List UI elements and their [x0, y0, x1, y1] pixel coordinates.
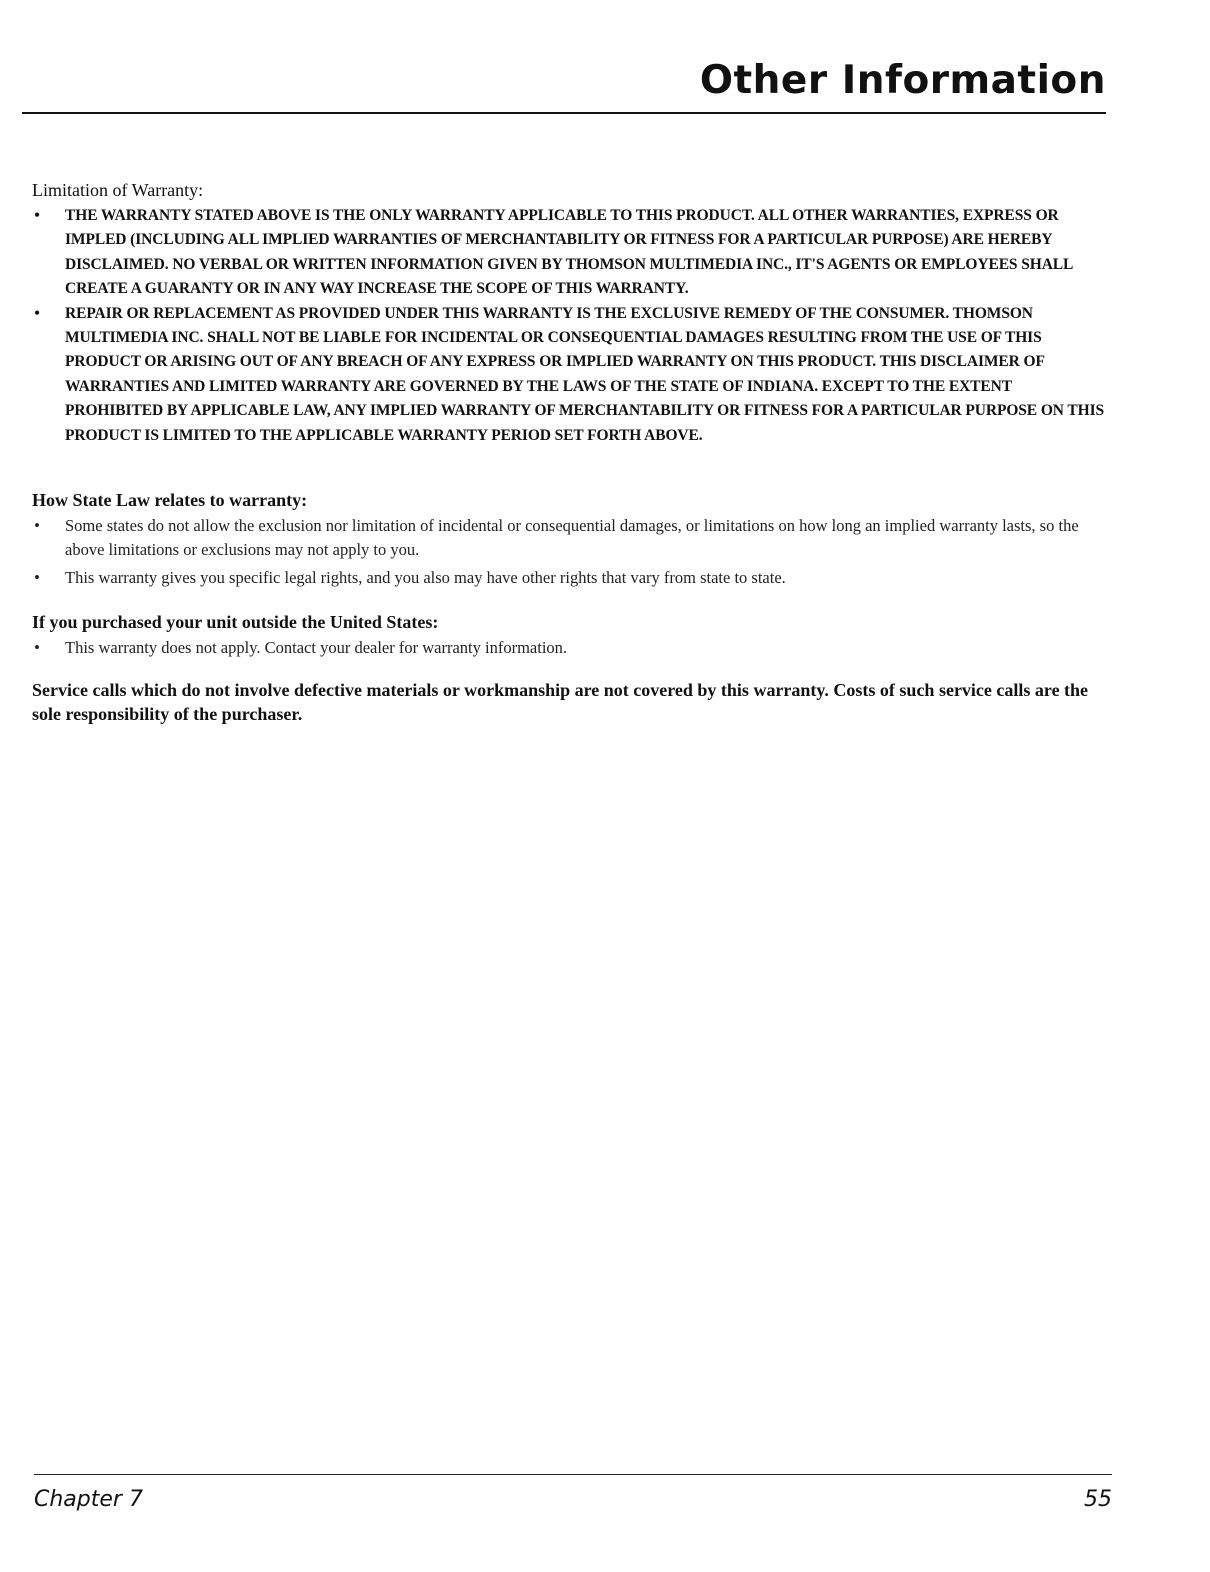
bullet-icon: •	[34, 207, 40, 224]
bullet-icon: •	[34, 568, 40, 588]
page-header	[22, 56, 1106, 114]
section-heading: If you purchased your unit outside the United States:	[32, 612, 439, 633]
limitation-list	[32, 204, 1112, 448]
list-item-text: This warranty gives you specific legal rights, and you also may have other rights that vary from state to state.	[65, 568, 786, 588]
section-heading: How State Law relates to warranty:	[32, 490, 308, 511]
chapter-label: Chapter 7	[34, 1487, 143, 1512]
list-item	[32, 302, 1112, 448]
page-content	[32, 178, 1112, 726]
bullet-icon: •	[34, 516, 40, 536]
limitation-of-warranty-section	[32, 178, 1112, 448]
list-item-text: Some states do not allow the exclusion nor limitation of incidental or consequential damages, or limitations on how long an implied warranty lasts, so the above limitations or exclusions may not apply to you.	[65, 516, 1079, 560]
list-item-text: This warranty does not apply. Contact your dealer for warranty information.	[65, 638, 568, 658]
service-calls-note: Service calls which do not involve defective materials or workmanship are not covered by this warranty. Costs of such service calls are the sole responsibility of the purchaser.	[32, 680, 1089, 725]
list-item-text: THE WARRANTY STATED ABOVE IS THE ONLY WARRANTY APPLICABLE TO THIS PRODUCT. ALL OTHER WARRANTIES, EXPRESS OR IMPLED (INCLUDING ALL IMPLIED WARRANTIES OF MERCHANTABILITY OR FITNESS FOR A PARTICULAR PURPOSE) ARE HEREBY DISCLAIMED. NO VERBAL OR WRITTEN INFORMATION GIVEN BY THOMSON MULTIMEDIA INC., IT'S AGENTS OR EMPLOYEES SHALL CREATE A GUARANTY OR IN ANY WAY INCREASE THE SCOPE OF THIS WARRANTY.	[65, 207, 1073, 298]
list-item	[32, 636, 1112, 660]
list-item-text: REPAIR OR REPLACEMENT AS PROVIDED UNDER THIS WARRANTY IS THE EXCLUSIVE REMEDY OF THE CONSUMER. THOMSON MULTIMEDIA INC. SHALL NOT BE LIABLE FOR INCIDENTAL OR CONSEQUENTIAL DAMAGES RESULTING FROM THE USE OF THIS PRODUCT OR ARISING OUT OF ANY BREACH OF ANY EXPRESS OR IMPLIED WARRANTY ON THIS PRODUCT. THIS DISCLAIMER OF WARRANTIES AND LIMITED WARRANTY ARE GOVERNED BY THE LAWS OF THE STATE OF INDIANA. EXCEPT TO THE EXTENT PROHIBITED BY APPLICABLE LAW, ANY IMPLIED WARRANTY OF MERCHANTABILITY OR FITNESS FOR A PARTICULAR PURPOSE ON THIS PRODUCT IS LIMITED TO THE APPLICABLE WARRANTY PERIOD SET FORTH ABOVE.	[65, 304, 1105, 444]
bullet-icon: •	[34, 638, 40, 658]
bullet-icon: •	[34, 304, 40, 322]
page-number: 55	[1084, 1487, 1112, 1512]
list-item	[32, 514, 1112, 562]
page-footer	[34, 1474, 1112, 1521]
state-law-list	[32, 514, 1112, 590]
page-title: Other Information	[699, 58, 1106, 103]
state-law-section	[32, 488, 1112, 590]
section-heading: Limitation of Warranty:	[32, 180, 204, 200]
list-item	[32, 566, 1112, 590]
outside-us-section	[32, 610, 1112, 660]
list-item	[32, 204, 1112, 302]
outside-us-list	[32, 636, 1112, 660]
